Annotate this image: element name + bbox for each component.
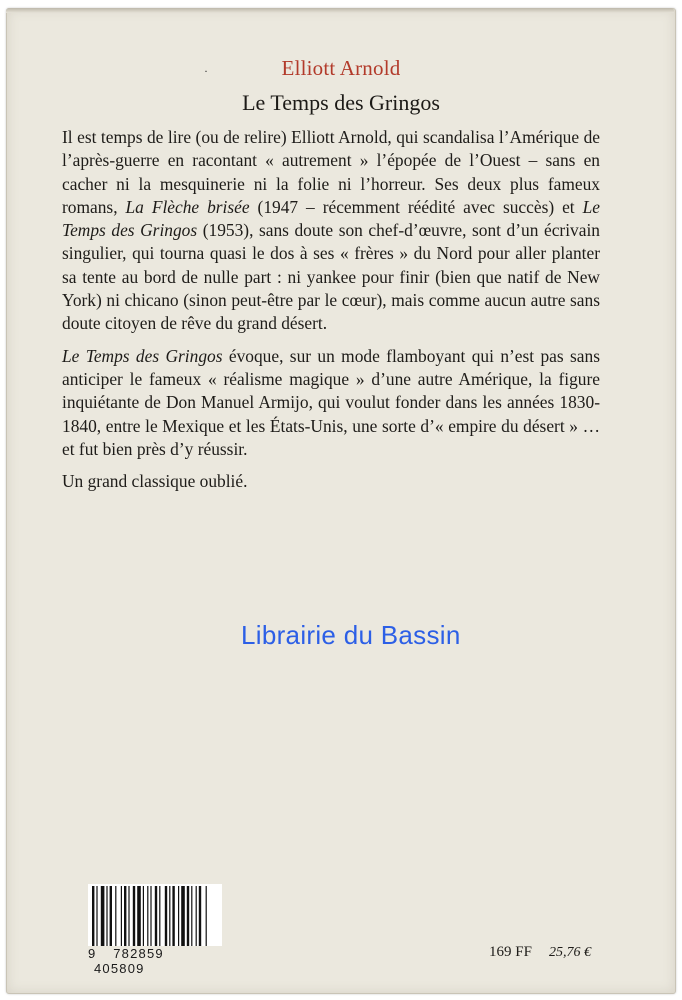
book-title: Le Temps des Gringos [242,90,440,115]
ink-dot: · [204,64,208,78]
blurb-paragraph-1: Il est temps de lire (ou de relire) Elliott Arnold, qui scandalisa l’Amérique de l’après-guerre en racontant « autrement » l’épopée de l’Ouest – sans en cacher ni la mesquinerie ni la folie ni l’horreur. Ses deux plus fameux romans, La Flèche brisée (1947 – récemment réédité avec succès) et Le Temps des Gringos (1953), sans doute son chef-d’œuvre, sont d’un écrivain singulier, qui tourna quasi le dos à ses « frères » du Nord pour aller planter sa tente au bord de nulle part : ni yankee pour finir (bien que natif de New York) ni chicano (sinon peut-être par le cœur), mais comme aucun autre sans doute citoyen de rêve du grand désert. [62,127,600,334]
author-name: Elliott Arnold [281,56,401,80]
isbn-group-1: 782859 [113,946,164,961]
title-la-fleche-brisee: La Flèche brisée [125,196,250,217]
isbn-prefix: 9 [88,946,97,961]
blurb-paragraph-2: Le Temps des Gringos évoque, sur un mode flamboyant qui n’est pas sans anticiper le fameux « réalisme magique » d’une autre Amérique, la figure inquiétante de Don Manuel Armijo, qui voulut fonder dans les années 1830-1840, entre le Mexique et les États-Unis, une sorte d’« empire du désert » … et fut bien près d’y réussir. [62,345,600,459]
title-le-temps-des-gringos: Le Temps des Gringos [62,196,600,241]
blurb-text [62,126,600,493]
isbn-number [88,946,222,976]
title-le-temps-des-gringos-2: Le Temps des Gringos [62,345,223,366]
cover-top-edge [6,8,674,13]
bookshop-watermark: Librairie du Bassin [241,620,461,650]
price-francs: 169 FF [489,944,532,960]
price-euros: 25,76 € [549,945,591,960]
blurb-paragraph-3: Un grand classique oublié. [62,471,248,492]
isbn-group-2: 405809 [94,961,145,976]
